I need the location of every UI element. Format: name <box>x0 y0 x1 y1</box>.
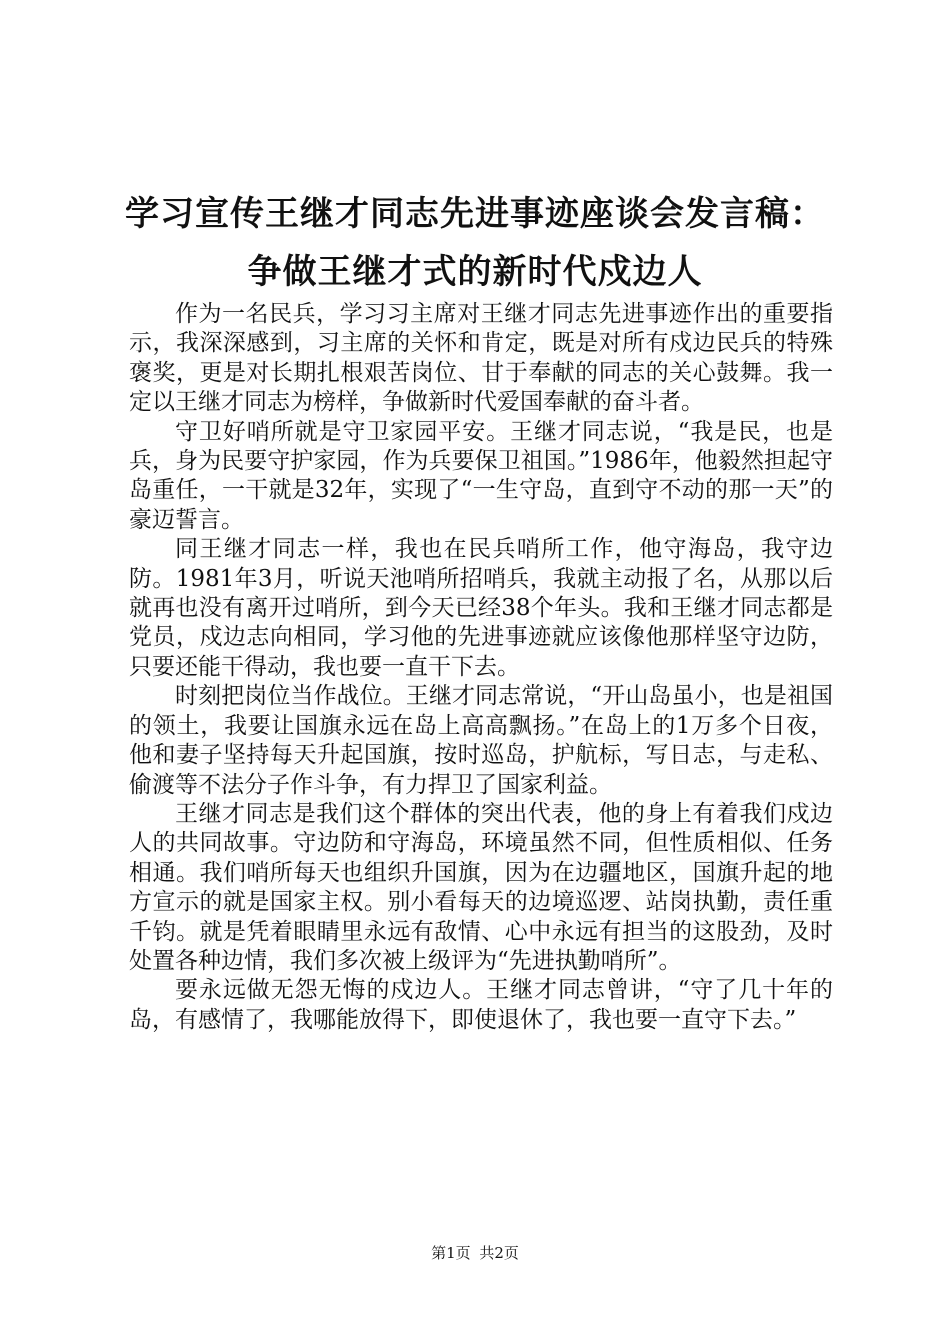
page-number: 第1页 <box>431 1244 471 1262</box>
page-footer <box>0 1243 950 1263</box>
title-line-1: 学习宣传王继才同志先进事迹座谈会发言稿： <box>125 194 825 234</box>
title-line-2: 争做王继才式的新时代戍边人 <box>247 252 703 292</box>
page-total: 共2页 <box>479 1244 519 1262</box>
document-title <box>80 185 870 301</box>
paragraph: 守卫好哨所就是守卫家园平安。王继才同志说，“我是民，也是兵，身为民要守护家园，作为兵要保卫祖国。”1986年，他毅然担起守岛重任，一干就是32年，实现了“一生守岛，直到守不动的那一天”的豪迈誓言。 <box>129 418 833 533</box>
paragraph: 时刻把岗位当作战位。王继才同志常说，“开山岛虽小，也是祖国的领土，我要让国旗永远在岛上高高飘扬。”在岛上的1万多个日夜，他和妻子坚持每天升起国旗，按时巡岛，护航标，写日志，与走私、偷渡等不法分子作斗争，有力捍卫了国家利益。 <box>129 683 833 798</box>
document-body <box>129 300 833 1035</box>
paragraph: 同王继才同志一样，我也在民兵哨所工作，他守海岛，我守边防。1981年3月，听说天池哨所招哨兵，我就主动报了名，从那以后就再也没有离开过哨所，到今天已经38个年头。我和王继才同志都是党员，戍边志向相同，学习他的先进事迹就应该像他那样坚守边防，只要还能干得动，我也要一直干下去。 <box>129 536 833 680</box>
paragraph: 王继才同志是我们这个群体的突出代表，他的身上有着我们戍边人的共同故事。守边防和守海岛，环境虽然不同，但性质相似、任务相通。我们哨所每天也组织升国旗，因为在边疆地区，国旗升起的地方宣示的就是国家主权。别小看每天的边境巡逻、站岗执勤，责任重千钧。就是凭着眼睛里永远有敌情、心中永远有担当的这股劲，及时处置各种边情，我们多次被上级评为“先进执勤哨所”。 <box>129 800 833 974</box>
paragraph: 作为一名民兵，学习习主席对王继才同志先进事迹作出的重要指示，我深深感到，习主席的关怀和肯定，既是对所有戍边民兵的特殊褒奖，更是对长期扎根艰苦岗位、甘于奉献的同志的关心鼓舞。我一定以王继才同志为榜样，争做新时代爱国奉献的奋斗者。 <box>129 301 833 416</box>
paragraph: 要永远做无怨无悔的戍边人。王继才同志曾讲，“守了几十年的岛，有感情了，我哪能放得下，即使退休了，我也要一直守下去。” <box>129 977 833 1033</box>
